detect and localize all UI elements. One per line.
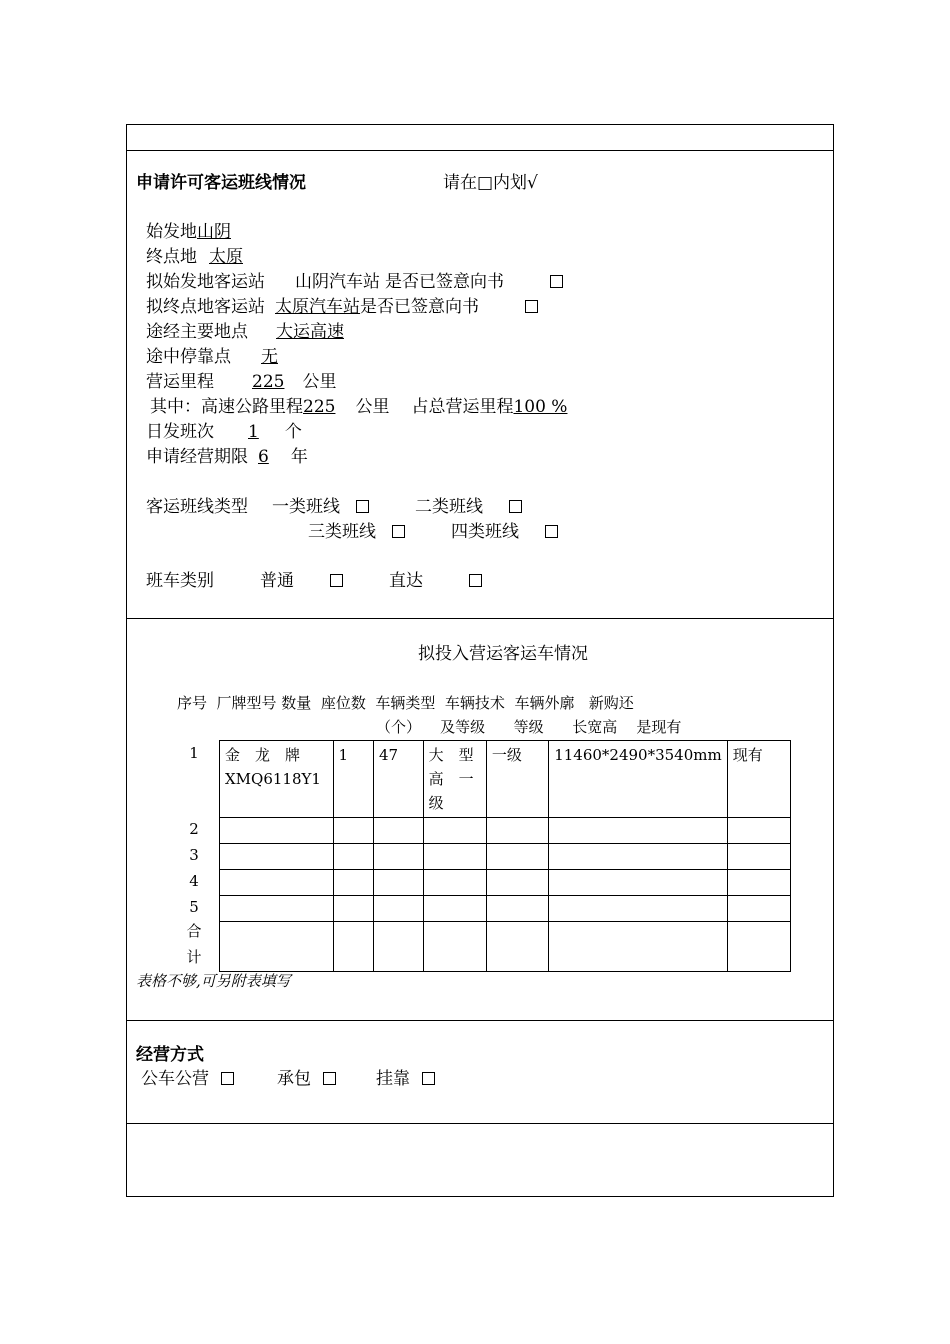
table-cell[interactable]	[374, 818, 424, 844]
term-label: 申请经营期限	[146, 447, 248, 467]
table-cell[interactable]	[333, 818, 374, 844]
row-number-5: 5	[189, 898, 199, 916]
table-cell[interactable]	[220, 922, 334, 972]
vehicle-table-headers-line-2: （个） 及等级 等级 长宽高 是现有	[376, 718, 682, 736]
vehicle-table-headers-line-1: 序号 厂牌型号 数量 座位数 车辆类型 车辆技术 车辆外廓 新购还	[177, 694, 634, 712]
table-cell[interactable]	[333, 870, 374, 896]
dest-intent-checkbox[interactable]	[525, 300, 538, 313]
stops-label: 途中停靠点	[146, 347, 231, 367]
table-cell[interactable]	[486, 818, 548, 844]
cell-status[interactable]: 现有	[727, 741, 790, 818]
daily-label: 日发班次	[146, 422, 214, 442]
table-cell[interactable]	[423, 922, 486, 972]
table-cell[interactable]	[549, 896, 728, 922]
line-type-4-checkbox[interactable]	[545, 525, 558, 538]
origin-station-intent: 是否已签意向书	[385, 272, 504, 292]
origin-station-row	[146, 272, 563, 292]
table-cell[interactable]	[486, 844, 548, 870]
cell-tech[interactable]: 一级	[486, 741, 548, 818]
stops-row	[146, 347, 278, 367]
table-cell[interactable]	[727, 844, 790, 870]
origin-label: 始发地	[146, 222, 197, 242]
total-label-1: 合	[186, 922, 202, 940]
via-row	[146, 322, 344, 342]
mileage-row	[146, 372, 336, 392]
table-cell[interactable]	[423, 870, 486, 896]
line-type-3-label: 三类班线	[308, 522, 376, 542]
bus-category-2-label: 直达	[389, 571, 423, 591]
table-cell[interactable]	[374, 922, 424, 972]
dest-station-intent: 是否已签意向书	[360, 297, 479, 317]
bus-category-1-label: 普通	[260, 571, 294, 591]
checkbox-instruction: 请在□内划√	[443, 173, 538, 193]
row-number-3: 3	[189, 846, 199, 864]
dest-station-row	[146, 297, 538, 317]
dest-station-label: 拟终点地客运站	[146, 297, 265, 317]
cell-brand[interactable]: 金 龙 牌 XMQ6118Y1	[220, 741, 334, 818]
destination-label: 终点地	[146, 247, 197, 267]
table-cell[interactable]	[374, 896, 424, 922]
table-cell[interactable]	[727, 818, 790, 844]
table-cell[interactable]	[727, 922, 790, 972]
mode-2-checkbox[interactable]	[323, 1072, 336, 1085]
mode-3-checkbox[interactable]	[422, 1072, 435, 1085]
origin-row	[146, 222, 231, 242]
line-type-2-label: 二类班线	[415, 497, 483, 517]
table-row-total	[220, 922, 791, 972]
mileage-value: 225	[252, 372, 285, 392]
row-number-4: 4	[189, 872, 199, 890]
daily-row	[146, 422, 302, 442]
bus-category-row	[146, 571, 482, 591]
vehicle-section-title: 拟投入营运客运车情况	[418, 644, 588, 664]
table-cell[interactable]	[486, 896, 548, 922]
table-row	[220, 818, 791, 844]
table-note: 表格不够,可另附表填写	[136, 972, 291, 990]
ratio-value: 100 %	[513, 397, 568, 417]
via-value: 大运高速	[276, 322, 344, 342]
via-label: 途经主要地点	[146, 322, 248, 342]
origin-value: 山阴	[197, 222, 231, 242]
top-empty-row	[126, 124, 834, 151]
origin-intent-checkbox[interactable]	[550, 275, 563, 288]
origin-station-label: 拟始发地客运站	[146, 272, 265, 292]
table-cell[interactable]	[333, 844, 374, 870]
term-value: 6	[258, 447, 269, 467]
line-type-2-checkbox[interactable]	[509, 500, 522, 513]
line-type-3-checkbox[interactable]	[392, 525, 405, 538]
destination-value: 太原	[209, 247, 243, 267]
daily-unit: 个	[284, 422, 302, 442]
cell-qty[interactable]: 1	[333, 741, 374, 818]
row-number-1: 1	[189, 744, 199, 762]
table-cell[interactable]	[549, 870, 728, 896]
row-number-2: 2	[189, 820, 199, 838]
table-cell[interactable]	[220, 818, 334, 844]
line-type-1-label: 一类班线	[272, 497, 340, 517]
origin-station-value: 山阴汽车站	[295, 272, 380, 292]
mode-1-checkbox[interactable]	[221, 1072, 234, 1085]
table-cell[interactable]	[549, 818, 728, 844]
term-unit: 年	[290, 447, 308, 467]
mode-2-label: 承包	[277, 1069, 311, 1089]
line-type-row-1	[146, 497, 522, 517]
highway-label: 其中：高速公路里程	[150, 397, 303, 417]
stops-value: 无	[261, 347, 278, 367]
table-cell[interactable]	[220, 870, 334, 896]
table-cell[interactable]	[486, 870, 548, 896]
line-type-row-2	[308, 522, 558, 542]
table-cell[interactable]	[374, 870, 424, 896]
mode-3-label: 挂靠	[376, 1069, 410, 1089]
route-section-title: 申请许可客运班线情况	[136, 173, 306, 193]
table-cell[interactable]	[220, 896, 334, 922]
line-type-1-checkbox[interactable]	[356, 500, 369, 513]
table-cell[interactable]	[549, 844, 728, 870]
destination-row	[146, 247, 243, 267]
table-cell[interactable]	[423, 818, 486, 844]
table-row	[220, 896, 791, 922]
bus-category-label: 班车类别	[146, 571, 214, 591]
ratio-label: 占总营运里程	[411, 397, 514, 417]
bottom-empty-row	[126, 1123, 834, 1197]
table-cell[interactable]	[333, 896, 374, 922]
table-cell[interactable]	[423, 896, 486, 922]
table-cell[interactable]	[486, 922, 548, 972]
line-type-4-label: 四类班线	[451, 522, 519, 542]
mileage-label: 营运里程	[146, 372, 214, 392]
vehicle-table	[219, 740, 791, 972]
operation-modes-row	[141, 1069, 435, 1089]
table-cell[interactable]	[423, 844, 486, 870]
table-cell[interactable]	[220, 844, 334, 870]
operation-section-title: 经营方式	[136, 1045, 204, 1065]
table-cell[interactable]	[333, 922, 374, 972]
mileage-unit: 公里	[302, 372, 337, 392]
cell-dims[interactable]: 11460*2490*3540mm	[549, 741, 728, 818]
table-row	[220, 870, 791, 896]
bus-category-2-checkbox[interactable]	[469, 574, 482, 587]
term-row	[146, 447, 308, 467]
line-type-label: 客运班线类型	[146, 497, 248, 517]
table-cell[interactable]	[374, 844, 424, 870]
highway-unit: 公里	[355, 397, 390, 417]
daily-value: 1	[248, 422, 259, 442]
table-cell[interactable]	[727, 870, 790, 896]
table-row	[220, 741, 791, 818]
mode-1-label: 公车公营	[141, 1069, 209, 1089]
table-cell[interactable]	[549, 922, 728, 972]
cell-type[interactable]: 大 型 高 一 级	[423, 741, 486, 818]
table-cell[interactable]	[727, 896, 790, 922]
bus-category-1-checkbox[interactable]	[330, 574, 343, 587]
highway-row	[150, 397, 567, 417]
table-row	[220, 844, 791, 870]
dest-station-value: 太原汽车站	[275, 297, 360, 317]
cell-seats[interactable]: 47	[374, 741, 424, 818]
highway-value: 225	[303, 397, 336, 417]
total-label-2: 计	[186, 948, 202, 966]
